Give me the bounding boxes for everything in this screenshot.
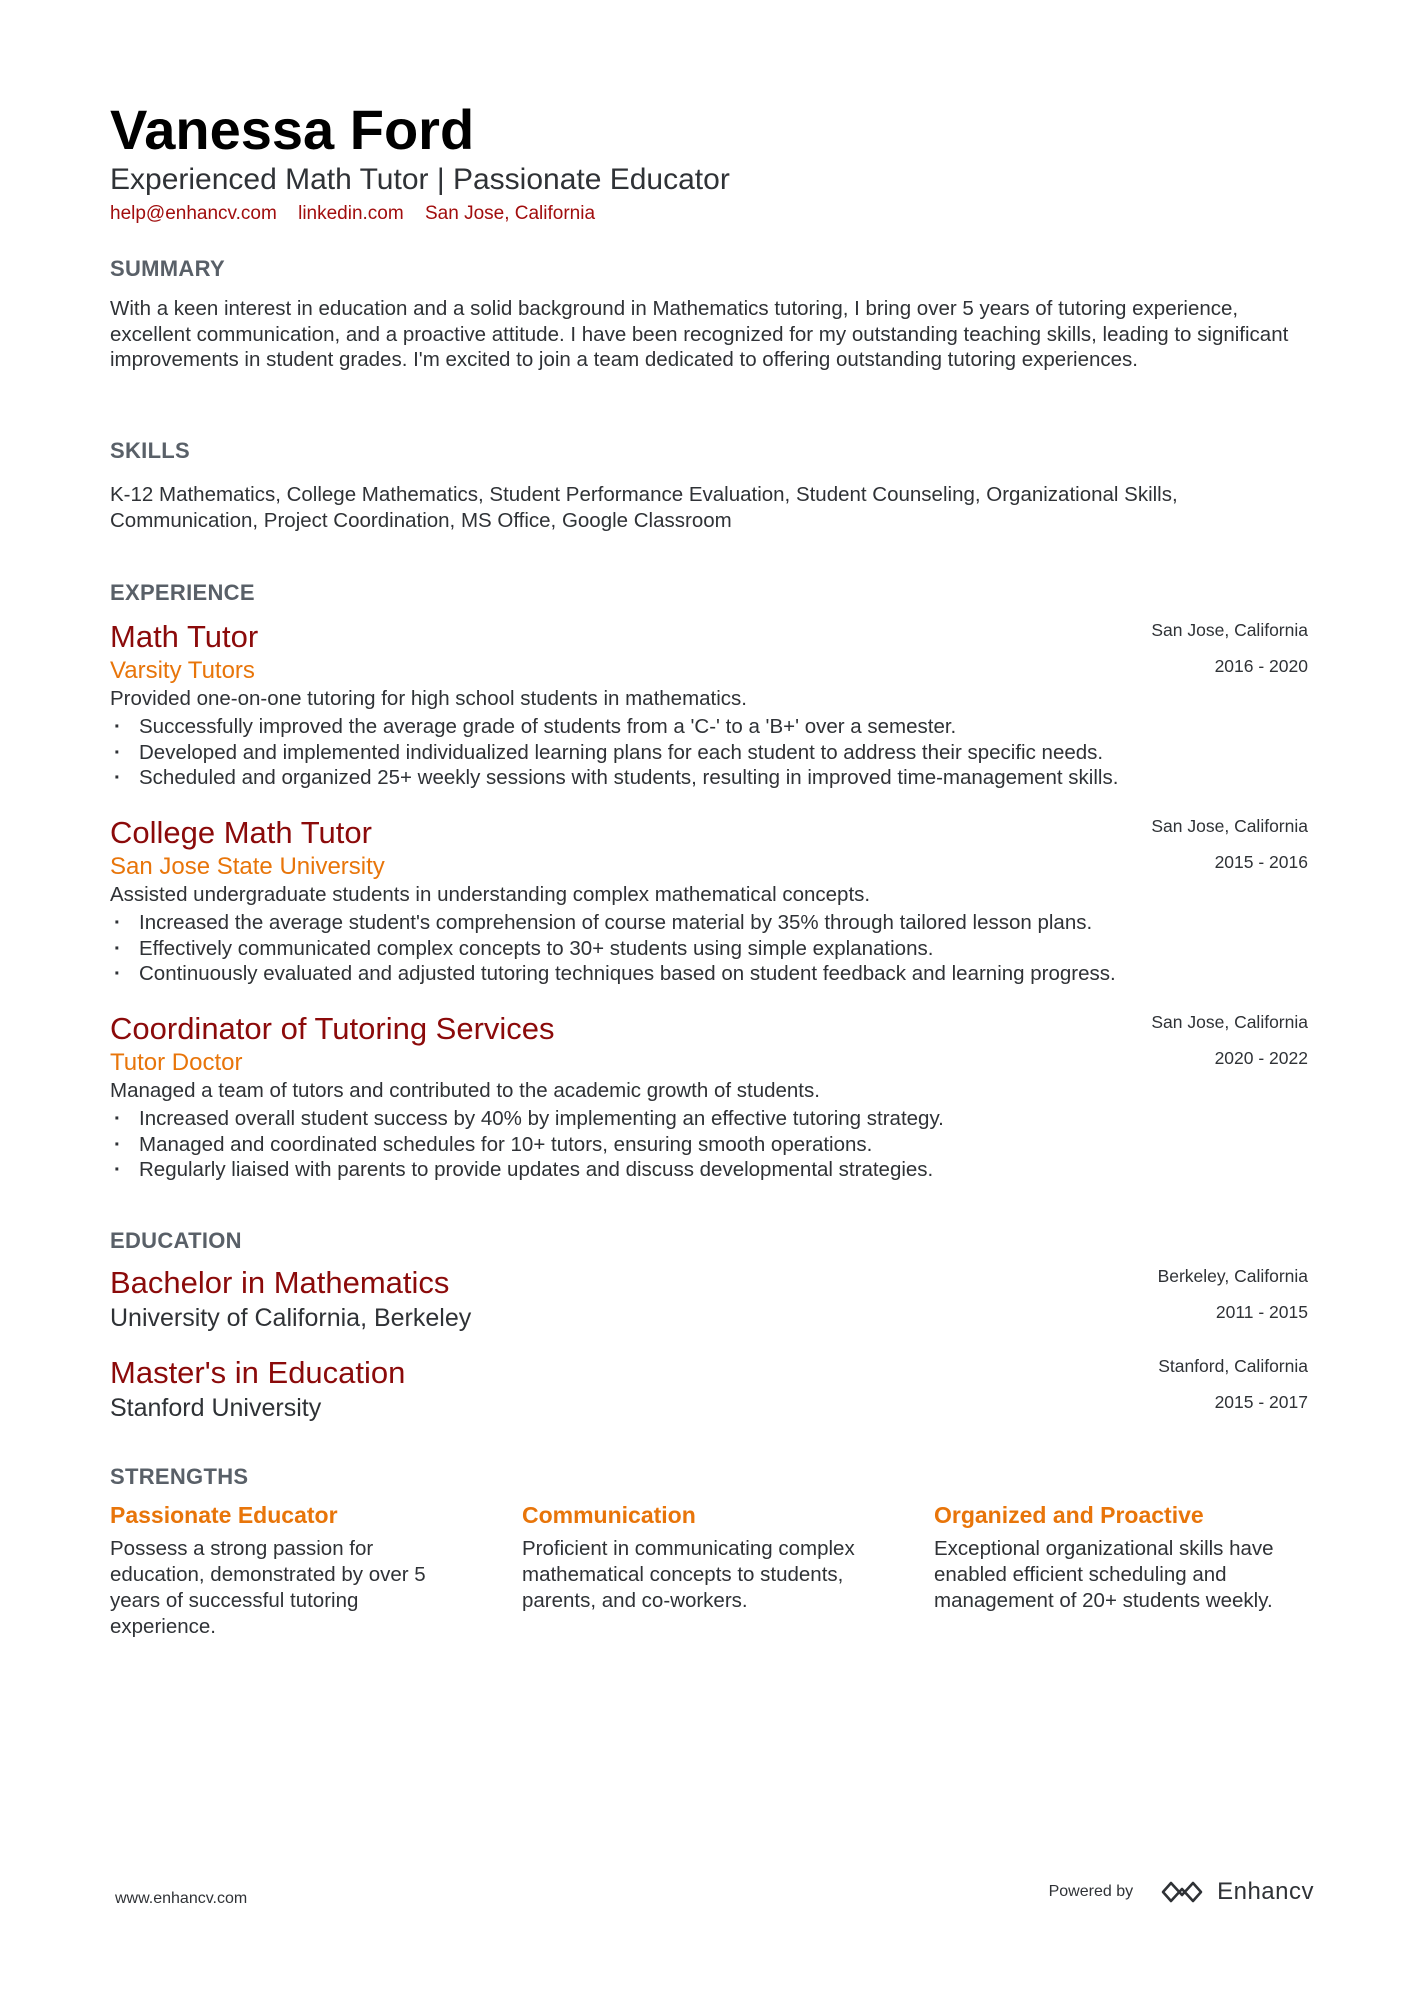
achievement-bullet: · Increased overall student success by 40% by implementing an effective tutoring strategy.: [110, 1106, 1308, 1132]
strength-description: Possess a strong passion for education, demonstrated by over 5 years of successful tutoring experience.: [110, 1537, 426, 1638]
job-description: Provided one-on-one tutoring for high school students in mathematics.: [110, 687, 748, 710]
education-heading: EDUCATION: [110, 1228, 242, 1253]
degree: Bachelor in Mathematics: [110, 1265, 450, 1300]
enhancv-logo-text: Enhancv: [1217, 1878, 1314, 1905]
achievement-bullet: · Continuously evaluated and adjusted tutoring techniques based on student feedback and learning progress.: [110, 961, 1308, 987]
achievement-bullet: · Regularly liaised with parents to provide updates and discuss developmental strategies.: [110, 1157, 1308, 1183]
employer: Tutor Doctor: [110, 1049, 243, 1076]
strength-item: [934, 1500, 1294, 1614]
degree: Master's in Education: [110, 1355, 406, 1390]
achievement-bullet: · Effectively communicated complex concepts to 30+ students using simple explanations.: [110, 936, 1308, 962]
experience-heading: EXPERIENCE: [110, 580, 255, 605]
powered-by-badge[interactable]: [1049, 1878, 1314, 1906]
achievement-list: [110, 910, 1308, 987]
enhancv-logo-icon: [1159, 1879, 1205, 1905]
summary-text: With a keen interest in education and a solid background in Mathematics tutoring, I bring over 5 years of tutoring experience, excellent communication, and a proactive attitude. I have been recognized for my outstanding teaching skills, leading to significant improvements in student grades. I'm excited to join a team dedicated to offering outstanding tutoring experiences.: [110, 297, 1289, 371]
achievement-bullet: · Managed and coordinated schedules for 10+ tutors, ensuring smooth operations.: [110, 1132, 1308, 1158]
job-description: Managed a team of tutors and contributed to the academic growth of students.: [110, 1079, 820, 1102]
education-item: [110, 1354, 1308, 1424]
headline: Experienced Math Tutor | Passionate Educator: [110, 163, 730, 196]
school-location: Stanford, California: [1158, 1356, 1308, 1376]
school: Stanford University: [110, 1394, 322, 1422]
employer: San Jose State University: [110, 853, 385, 880]
strength-description: Exceptional organizational skills have enabled efficient scheduling and management of 20+ students weekly.: [934, 1537, 1274, 1612]
education-dates: 2015 - 2017: [1214, 1392, 1308, 1412]
strength-title: Passionate Educator: [110, 1502, 338, 1528]
skills-heading: SKILLS: [110, 438, 191, 463]
strength-item: [110, 1500, 470, 1640]
achievement-bullet: · Scheduled and organized 25+ weekly sessions with students, resulting in improved time-management skills.: [110, 765, 1308, 791]
job-title: Math Tutor: [110, 619, 259, 654]
school-location: Berkeley, California: [1157, 1266, 1308, 1286]
experience-item: [110, 1010, 1308, 1183]
job-dates: 2015 - 2016: [1214, 852, 1308, 872]
linkedin-link[interactable]: linkedin.com: [298, 203, 404, 224]
location-text: San Jose, California: [424, 203, 596, 224]
skills-text: K-12 Mathematics, College Mathematics, Student Performance Evaluation, Student Counseling, Organizational Skills, Communication, Project Coordination, MS Office, Google Classroom: [110, 483, 1178, 532]
experience-item: [110, 618, 1308, 791]
job-dates: 2020 - 2022: [1214, 1048, 1308, 1068]
experience-item: [110, 814, 1308, 987]
education-item: [110, 1264, 1308, 1334]
job-title: College Math Tutor: [110, 815, 372, 850]
summary-heading: SUMMARY: [110, 256, 225, 281]
strength-item: [522, 1500, 882, 1614]
footer-website-link[interactable]: www.enhancv.com: [115, 1890, 248, 1907]
achievement-bullet: · Successfully improved the average grade of students from a 'C-' to a 'B+' over a semester.: [110, 714, 1308, 740]
education-dates: 2011 - 2015: [1215, 1302, 1308, 1322]
achievement-list: [110, 714, 1308, 791]
school: University of California, Berkeley: [110, 1304, 472, 1332]
achievement-bullet: · Developed and implemented individualized learning plans for each student to address their specific needs.: [110, 740, 1308, 766]
job-dates: 2016 - 2020: [1214, 656, 1308, 676]
achievement-list: [110, 1106, 1308, 1183]
job-description: Assisted undergraduate students in understanding complex mathematical concepts.: [110, 883, 871, 906]
contact-line: [110, 200, 611, 228]
strengths-heading: STRENGTHS: [110, 1464, 249, 1489]
job-title: Coordinator of Tutoring Services: [110, 1011, 555, 1046]
strength-title: Organized and Proactive: [934, 1502, 1204, 1528]
strength-title: Communication: [522, 1502, 696, 1528]
job-location: San Jose, California: [1151, 1012, 1308, 1032]
candidate-name: Vanessa Ford: [110, 98, 475, 161]
employer: Varsity Tutors: [110, 657, 255, 684]
achievement-bullet: · Increased the average student's comprehension of course material by 35% through tailored lesson plans.: [110, 910, 1308, 936]
job-location: San Jose, California: [1151, 816, 1308, 836]
powered-by-label: Powered by: [1048, 1883, 1134, 1900]
job-location: San Jose, California: [1151, 620, 1308, 640]
strength-description: Proficient in communicating complex mathematical concepts to students, parents, and co-workers.: [522, 1537, 855, 1612]
email-link[interactable]: help@enhancv.com: [110, 203, 277, 224]
